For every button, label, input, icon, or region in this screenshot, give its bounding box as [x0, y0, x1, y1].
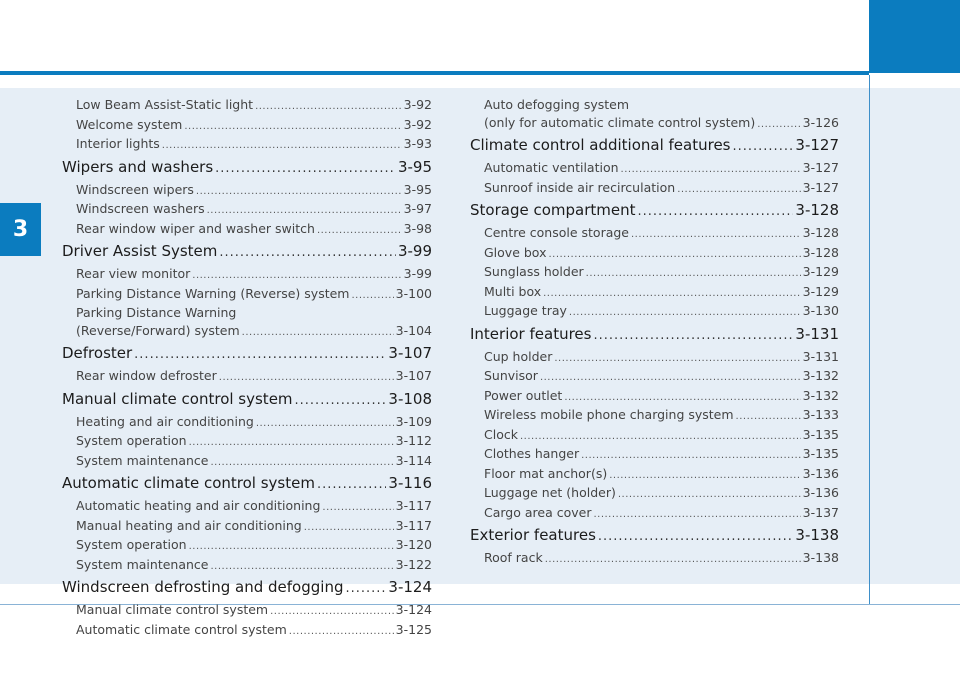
toc-entry[interactable]	[62, 556, 432, 576]
right-border-rule	[869, 75, 870, 605]
toc-page-number: 3-112	[395, 433, 432, 448]
toc-entry-title: Defroster	[62, 344, 133, 362]
toc-page-number: 3-99	[403, 266, 432, 281]
toc-entry-title: Multi box	[484, 283, 542, 299]
toc-section-entry[interactable]	[470, 323, 839, 348]
toc-page-number: 3-131	[795, 324, 839, 343]
dot-leader	[564, 389, 800, 407]
toc-entry[interactable]	[62, 452, 432, 472]
toc-page-number: 3-136	[802, 485, 839, 500]
dot-leader	[545, 551, 801, 569]
toc-entry[interactable]	[470, 549, 839, 569]
toc-entry[interactable]	[62, 517, 432, 537]
toc-entry-title: Interior lights	[76, 136, 160, 151]
dot-leader	[631, 226, 801, 244]
toc-entry[interactable]	[470, 159, 839, 179]
toc-page-number: 3-132	[802, 368, 839, 383]
header-rule	[0, 71, 869, 75]
toc-entry[interactable]	[62, 367, 432, 387]
toc-page-number: 3-130	[802, 303, 839, 318]
dot-leader	[189, 434, 394, 452]
toc-entry-title: Glove box	[484, 244, 547, 260]
dot-leader	[196, 183, 402, 201]
toc-page-number: 3-104	[395, 322, 432, 338]
toc-entry-title: Power outlet	[484, 387, 563, 403]
toc-entry[interactable]	[62, 116, 432, 136]
dot-leader	[593, 324, 793, 348]
dot-leader	[554, 350, 800, 368]
toc-page-number: 3-138	[795, 526, 839, 544]
toc-left-column	[62, 96, 432, 640]
toc-page-number: 3-107	[388, 344, 432, 362]
toc-entry[interactable]	[62, 220, 432, 240]
toc-entry[interactable]	[62, 621, 432, 641]
dot-leader	[543, 285, 801, 303]
dot-leader	[540, 369, 801, 387]
toc-page-number: 3-127	[802, 179, 839, 195]
toc-entry[interactable]	[470, 283, 839, 303]
toc-entry-title: Sunroof inside air recirculation	[484, 179, 676, 195]
toc-page-number: 3-127	[795, 136, 839, 154]
dot-leader	[736, 408, 801, 426]
dot-leader	[219, 369, 394, 387]
toc-entry[interactable]	[62, 432, 432, 452]
dot-leader	[162, 137, 402, 155]
toc-page-number: 3-129	[802, 283, 839, 299]
toc-entry[interactable]	[62, 497, 432, 517]
toc-page-number: 3-135	[802, 426, 839, 442]
toc-page-number: 3-132	[802, 387, 839, 403]
dot-leader	[593, 506, 800, 524]
toc-entry[interactable]	[62, 181, 432, 201]
toc-entry-title: System maintenance	[76, 452, 209, 468]
toc-entry[interactable]	[62, 200, 432, 220]
dot-leader	[586, 265, 801, 283]
toc-page-number: 3-133	[802, 407, 839, 422]
dot-leader	[618, 486, 801, 504]
toc-entry-title: (only for automatic climate control system)	[484, 114, 756, 130]
toc-entry-title: Windscreen defrosting and defogging	[62, 578, 344, 596]
toc-entry-title: Luggage tray	[484, 303, 567, 318]
toc-entry[interactable]	[470, 387, 839, 407]
dot-leader	[345, 577, 386, 601]
dot-leader	[621, 161, 801, 179]
dot-leader	[317, 473, 386, 497]
dot-leader	[317, 222, 402, 240]
toc-entry[interactable]	[62, 322, 432, 342]
toc-page-number: 3-131	[802, 348, 839, 364]
dot-leader	[351, 287, 393, 305]
dot-leader	[609, 467, 800, 485]
toc-entry[interactable]	[62, 304, 432, 322]
toc-entry-title: Welcome system	[76, 116, 183, 132]
toc-section-entry[interactable]	[62, 576, 432, 601]
toc-page-number: 3-92	[403, 97, 432, 112]
toc-page-number: 3-97	[403, 201, 432, 216]
toc-entry-title: Low Beam Assist-Static light	[76, 97, 254, 112]
dot-leader	[520, 428, 801, 446]
toc-entry-title: Heating and air conditioning	[76, 413, 254, 429]
toc-page-number: 3-120	[395, 537, 432, 552]
toc-section-entry[interactable]	[62, 472, 432, 497]
toc-entry[interactable]	[470, 504, 839, 524]
toc-page-number: 3-108	[388, 389, 432, 408]
dot-leader	[598, 525, 794, 549]
toc-entry-title: Cargo area cover	[484, 504, 592, 520]
dot-leader	[192, 267, 401, 285]
dot-leader	[637, 200, 793, 224]
toc-page-number: 3-124	[388, 578, 432, 596]
toc-page-number: 3-126	[802, 114, 839, 130]
dot-leader	[733, 135, 794, 159]
dot-leader	[210, 558, 393, 576]
toc-page-number: 3-136	[802, 465, 839, 481]
dot-leader	[295, 389, 387, 413]
toc-right-column	[470, 96, 839, 569]
toc-entry-title: Cup holder	[484, 348, 553, 364]
toc-entry-title: Storage compartment	[470, 201, 636, 219]
dot-leader	[569, 304, 801, 322]
toc-entry[interactable]	[470, 445, 839, 465]
toc-entry-title: Auto defogging system	[484, 97, 630, 112]
toc-entry[interactable]	[470, 96, 839, 114]
dot-leader	[210, 454, 393, 472]
dot-leader	[304, 519, 394, 537]
toc-entry-title: Windscreen wipers	[76, 181, 194, 197]
toc-entry-title: Parking Distance Warning (Reverse) system	[76, 285, 350, 301]
toc-entry[interactable]	[62, 135, 432, 155]
toc-page-number: 3-109	[395, 413, 432, 429]
toc-entry-title: Interior features	[470, 324, 592, 343]
toc-page-number: 3-98	[403, 220, 432, 236]
toc-entry[interactable]	[62, 601, 432, 621]
toc-entry-title: Wipers and washers	[62, 157, 214, 176]
toc-entry-title: Manual heating and air conditioning	[76, 517, 302, 533]
toc-entry[interactable]	[62, 265, 432, 285]
toc-entry[interactable]	[470, 114, 839, 134]
dot-leader	[289, 623, 394, 641]
dot-leader	[219, 241, 396, 265]
toc-entry-title: Parking Distance Warning	[76, 305, 237, 320]
toc-entry-title: (Reverse/Forward) system	[76, 322, 240, 338]
toc-page-number: 3-116	[388, 474, 432, 492]
toc-entry-title: System operation	[76, 433, 187, 448]
toc-entry[interactable]	[470, 484, 839, 504]
corner-color-block	[869, 0, 960, 73]
toc-page-number: 3-135	[802, 446, 839, 461]
dot-leader	[677, 181, 800, 199]
dot-leader	[207, 202, 402, 220]
toc-entry-title: Roof rack	[484, 550, 543, 565]
toc-entry[interactable]	[470, 179, 839, 199]
toc-page-number: 3-99	[397, 242, 432, 260]
toc-page-number: 3-138	[802, 550, 839, 565]
dot-leader	[184, 118, 401, 136]
toc-page-number: 3-92	[403, 116, 432, 132]
toc-section-entry[interactable]	[62, 388, 432, 413]
toc-entry-title: Luggage net (holder)	[484, 485, 616, 500]
toc-page-number: 3-100	[395, 285, 432, 301]
toc-entry[interactable]	[470, 263, 839, 283]
toc-page-number: 3-124	[395, 602, 432, 617]
toc-entry-title: Automatic ventilation	[484, 160, 619, 175]
toc-entry[interactable]	[470, 302, 839, 322]
dot-leader	[270, 603, 394, 621]
toc-entry-title: Centre console storage	[484, 225, 629, 240]
toc-page-number: 3-114	[395, 452, 432, 468]
toc-page-number: 3-122	[395, 556, 432, 572]
dot-leader	[189, 538, 394, 556]
toc-entry-title: Manual climate control system	[76, 602, 269, 617]
toc-page-number: 3-117	[395, 517, 432, 533]
toc-entry-title: Windscreen washers	[76, 201, 205, 216]
toc-page-number: 3-137	[802, 504, 839, 520]
toc-entry[interactable]	[470, 244, 839, 264]
toc-entry-title: Rear view monitor	[76, 266, 191, 281]
dot-leader	[322, 499, 393, 517]
toc-page-number: 3-117	[395, 498, 432, 513]
toc-section-entry[interactable]	[62, 156, 432, 181]
toc-page-number: 3-128	[795, 201, 839, 219]
dot-leader	[548, 246, 800, 264]
toc-entry-title: Automatic heating and air conditioning	[76, 498, 321, 513]
toc-entry-title: Manual climate control system	[62, 389, 293, 408]
toc-entry-title: Clock	[484, 426, 518, 442]
toc-page-number: 3-127	[802, 160, 839, 175]
toc-page-number: 3-95	[403, 181, 432, 197]
dot-leader	[256, 415, 394, 433]
toc-entry-title: Rear window wiper and washer switch	[76, 220, 315, 236]
toc-entry-title: Clothes hanger	[484, 446, 580, 461]
toc-entry-title: Rear window defroster	[76, 368, 217, 383]
toc-page-number: 3-95	[397, 157, 432, 176]
toc-entry[interactable]	[470, 224, 839, 244]
toc-entry-title: Floor mat anchor(s)	[484, 465, 608, 481]
toc-entry-title: Automatic climate control system	[76, 621, 287, 637]
toc-page-number: 3-93	[403, 136, 432, 151]
dot-leader	[215, 157, 396, 181]
toc-entry[interactable]	[470, 406, 839, 426]
toc-page-number: 3-107	[395, 368, 432, 383]
toc-entry-title: Driver Assist System	[62, 242, 218, 260]
toc-entry[interactable]	[62, 96, 432, 116]
toc-entry-title: Exterior features	[470, 526, 596, 544]
toc-entry[interactable]	[470, 348, 839, 368]
toc-entry[interactable]	[470, 426, 839, 446]
toc-entry-title: Automatic climate control system	[62, 474, 315, 492]
toc-entry[interactable]	[62, 536, 432, 556]
dot-leader	[242, 324, 394, 342]
chapter-number-tab: 3	[0, 203, 41, 256]
toc-entry[interactable]	[470, 465, 839, 485]
toc-page-number: 3-128	[802, 225, 839, 240]
toc-section-entry[interactable]	[62, 240, 432, 265]
toc-page-number: 3-128	[802, 244, 839, 260]
toc-entry-title: Sunglass holder	[484, 264, 584, 279]
toc-entry-title: Wireless mobile phone charging system	[484, 407, 734, 422]
toc-page-number: 3-125	[395, 621, 432, 637]
toc-entry[interactable]	[470, 367, 839, 387]
dot-leader	[581, 447, 801, 465]
toc-entry-title: Climate control additional features	[470, 136, 731, 154]
toc-section-entry[interactable]	[470, 199, 839, 224]
dot-leader	[757, 116, 800, 134]
toc-entry[interactable]	[62, 285, 432, 305]
dot-leader	[255, 98, 402, 116]
toc-entry-title: Sunvisor	[484, 368, 538, 383]
toc-page-number: 3-129	[802, 264, 839, 279]
toc-section-entry[interactable]	[470, 524, 839, 549]
toc-entry-title: System maintenance	[76, 556, 209, 572]
toc-section-entry[interactable]	[470, 134, 839, 159]
dot-leader	[134, 343, 386, 367]
toc-section-entry[interactable]	[62, 342, 432, 367]
toc-entry[interactable]	[62, 413, 432, 433]
toc-entry-title: System operation	[76, 537, 187, 552]
